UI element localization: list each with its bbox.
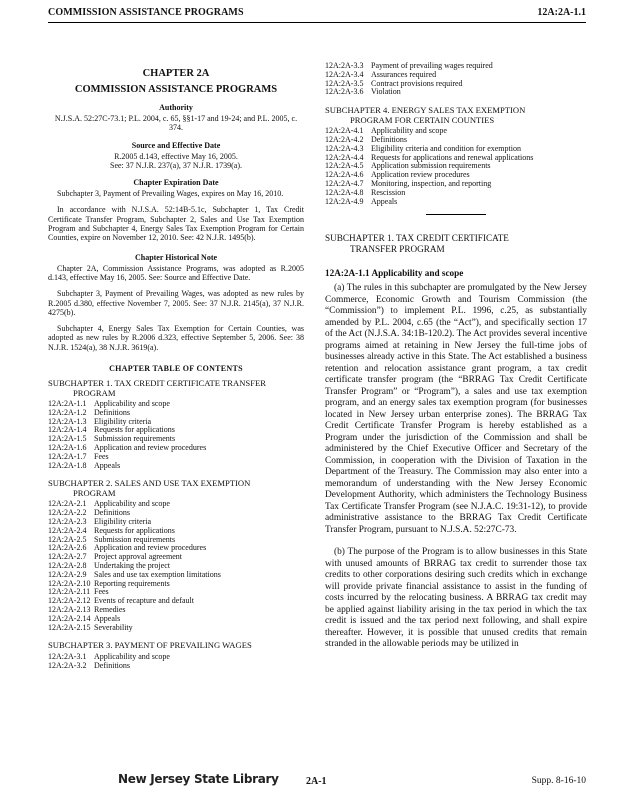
toc-section-title: Eligibility criteria and condition for exemption xyxy=(371,143,521,153)
subchapter-4-heading xyxy=(325,106,587,125)
toc-section-number: 12A:2A-4.5 xyxy=(325,161,364,171)
toc-section-number: 12A:2A-4.9 xyxy=(325,196,364,206)
chapter-title: COMMISSION ASSISTANCE PROGRAMS xyxy=(74,84,278,95)
toc-section-title: Fees xyxy=(94,451,109,461)
toc-entry xyxy=(325,180,587,189)
toc-section-title: Appeals xyxy=(371,196,398,206)
toc-section-title: Applicability and scope xyxy=(94,651,170,661)
toc-section-title: Submission requirements xyxy=(94,534,176,544)
subchapter-2-heading xyxy=(48,479,304,498)
toc-section-number: 12A:2A-2.2 xyxy=(48,508,87,518)
toc-section-title: Eligibility criteria xyxy=(94,517,152,527)
subchapter-2-heading-line2: PROGRAM xyxy=(73,487,116,498)
header-title: COMMISSION ASSISTANCE PROGRAMS xyxy=(48,7,244,18)
toc-section-number: 12A:2A-1.4 xyxy=(48,425,87,435)
subchapter-4-toc xyxy=(325,127,587,206)
toc-section-number: 12A:2A-1.1 xyxy=(48,399,87,409)
toc-section-title: Fees xyxy=(94,587,109,597)
toc-section-number: 12A:2A-2.13 xyxy=(48,604,91,614)
toc-section-number: 12A:2A-4.7 xyxy=(325,178,364,188)
subchapter-2-heading-line1: SUBCHAPTER 2. SALES AND USE TAX EXEMPTION xyxy=(48,478,251,489)
toc-entry xyxy=(325,189,587,198)
toc-section-title: Applicability and scope xyxy=(371,126,447,136)
toc-section-number: 12A:2A-2.3 xyxy=(48,517,87,527)
subchapter-1-heading xyxy=(48,379,304,398)
toc-section-title: Severability xyxy=(94,622,133,632)
subchapter-2-toc xyxy=(48,500,304,632)
toc-section-number: 12A:2A-3.5 xyxy=(325,78,364,88)
toc-section-number: 12A:2A-2.15 xyxy=(48,622,91,632)
subchapter-1-title-line1: SUBCHAPTER 1. TAX CREDIT CERTIFICATE xyxy=(325,233,509,244)
history-heading: Chapter Historical Note xyxy=(134,252,218,262)
toc-section-number: 12A:2A-4.6 xyxy=(325,170,364,180)
toc-section-title: Project approval agreement xyxy=(94,552,182,562)
expiration-paragraph-2: In accordance with N.J.S.A. 52:14B-5.1c, Subchapter 1, Tax Credit Certificate Transfer Program, Subchapter 2, Sales and Use Tax Exemption Program and Subchapter 4, Energy Sales Tax Exemption Program for Certain Counties, expire on November 12, 2010. See: 42 N.J.R. 1495(b). xyxy=(48,205,304,243)
source-text-2: See: 37 N.J.R. 237(a), 37 N.J.R. 1739(a). xyxy=(110,160,242,170)
subchapter-4-heading-line2: PROGRAM FOR CERTAIN COUNTIES xyxy=(350,114,495,125)
toc-section-title: Undertaking the project xyxy=(94,561,170,570)
toc-section-title: Monitoring, inspection, and reporting xyxy=(371,178,492,188)
toc-section-number: 12A:2A-3.3 xyxy=(325,61,364,70)
history-paragraph-1: Chapter 2A, Commission Assistance Programs, was adopted as R.2005 d.143, effective May 16, 2005. See: Source and Effective Date. xyxy=(48,263,304,282)
toc-entry xyxy=(48,509,304,518)
subchapter-3-heading: SUBCHAPTER 3. PAYMENT OF PREVAILING WAGES xyxy=(48,640,252,651)
toc-section-number: 12A:2A-2.7 xyxy=(48,552,87,562)
toc-entry xyxy=(48,444,304,453)
history-paragraph-3: Subchapter 4, Energy Sales Tax Exemption for Certain Counties, was adopted as new rules by R.2006 d.323, effective September 5, 2006. See: 38 N.J.R. 1524(a), 38 N.J.R. 3619(a). xyxy=(48,324,304,352)
source-heading: Source and Effective Date xyxy=(131,140,221,150)
header-rule xyxy=(48,22,586,23)
chapter-number: CHAPTER 2A xyxy=(142,68,210,79)
toc-section-number: 12A:2A-4.4 xyxy=(325,152,364,162)
source-text-1: R.2005 d.143, effective May 16, 2005. xyxy=(114,151,238,161)
toc-section-title: Remedies xyxy=(94,604,126,614)
toc-section-title: Eligibility criteria xyxy=(94,416,152,426)
paragraph-a: (a) The rules in this subchapter are promulgated by the New Jersey Commerce, Economic Growth and Tourism Commission (the “Commission”) to implement P.L. 1996, c.25, as substantially amended by P.L. 2004, c.65 (the “Act”), and specifically section 17 of the Act (N.J.S.A. 34:1B-120.2). The Act provides several incentive programs aimed at retaining in New Jersey the full-time jobs of businesses already active in this State. The Act established a business retention and relocation assistance grant program, a tax credit certificate transfer program (the “BRRAG Tax Credit Certificate Transfer Program” or “Program”), a sales and use tax exemption program, and an energy sales tax exemption program (for businesses located in New Jersey urban enterprise zones). The BRRAG Tax Credit Certificate Transfer Program is hereby established as a Program under the jurisdiction of the Commission and shall be administered by the Chief Executive Officer and Secretary of the Commission, in cooperation with the Division of Taxation in the Department of the Treasury. The Commission may also enter into a memorandum of understanding with the New Jersey Economic Development Authority, which administers the Technology Business Tax Certificate Transfer Program (see N.J.A.C. 19:31-12), to provide administrative assistance to the BRRAG Tax Credit Certificate Transfer Program, pursuant to N.J.S.A. 52:27C-73. xyxy=(325,283,587,535)
toc-entry xyxy=(48,553,304,562)
toc-entry xyxy=(48,527,304,536)
subchapter-1-heading-line2: PROGRAM xyxy=(73,387,116,398)
subchapter-1-toc xyxy=(48,400,304,470)
toc-section-title: Definitions xyxy=(94,508,130,518)
toc-entry xyxy=(48,453,304,462)
toc-section-number: 12A:2A-1.8 xyxy=(48,460,87,470)
toc-section-number: 12A:2A-3.6 xyxy=(325,87,364,97)
toc-entry xyxy=(325,198,587,207)
toc-section-number: 12A:2A-1.5 xyxy=(48,434,87,444)
toc-section-number: 12A:2A-2.6 xyxy=(48,543,87,553)
right-column xyxy=(325,62,587,651)
toc-entry xyxy=(48,426,304,435)
toc-section-number: 12A:2A-2.11 xyxy=(48,587,91,597)
toc-section-number: 12A:2A-2.8 xyxy=(48,561,87,570)
toc-section-title: Definitions xyxy=(94,407,130,417)
toc-entry xyxy=(48,409,304,418)
header-section: 12A:2A-1.1 xyxy=(537,7,586,18)
toc-section-title: Appeals xyxy=(94,460,121,470)
toc-entry xyxy=(325,88,587,97)
toc-section-title: Appeals xyxy=(94,613,121,623)
subchapter-3-toc-part2 xyxy=(325,62,587,97)
toc-section-title: Payment of prevailing wages required xyxy=(371,61,493,70)
section-divider xyxy=(426,214,486,215)
toc-section-title: Applicability and scope xyxy=(94,499,170,509)
toc-entry xyxy=(48,653,304,662)
paragraph-b: (b) The purpose of the Program is to allow businesses in this State with unused amounts of BRRAG tax credit to surrender those tax credits to other corporations desiring such credits which in exchange will provide private financial assistance to assist in the funding of costs incurred by the relocating business. A BRRAG tax credit may be applied against liability arising in the tax period in which the tax credit is issued and the tax period next following, and shall expire thereafter. However, it is possible that unused credits that remain stranded in the allowable periods may be utilized in xyxy=(325,547,587,650)
toc-section-number: 12A:2A-2.14 xyxy=(48,613,91,623)
toc-section-number: 12A:2A-1.7 xyxy=(48,451,87,461)
page-footer xyxy=(48,772,586,794)
subchapter-1-title-line2: TRANSFER PROGRAM xyxy=(350,243,445,254)
subchapter-3-toc-part1 xyxy=(48,653,304,671)
toc-section-number: 12A:2A-4.8 xyxy=(325,187,364,197)
toc-section-title: Definitions xyxy=(371,134,407,144)
toc-section-title: Contract provisions required xyxy=(371,78,463,88)
toc-entry xyxy=(48,624,304,633)
left-column xyxy=(48,62,304,679)
toc-section-title: Requests for applications and renewal applications xyxy=(371,152,534,162)
toc-entry xyxy=(48,462,304,471)
toc-section-number: 12A:2A-3.2 xyxy=(48,660,87,670)
toc-section-title: Sales and use tax exemption limitations xyxy=(94,569,221,579)
subchapter-1-title xyxy=(325,233,587,254)
toc-section-number: 12A:2A-2.1 xyxy=(48,499,87,509)
toc-section-title: Application review procedures xyxy=(371,170,470,180)
history-paragraph-2: Subchapter 3, Payment of Prevailing Wages, was adopted as new rules by R.2005 d.380, effective November 7, 2005. See: 37 N.J.R. 2145(a), 37 N.J.R. 4275(b). xyxy=(48,289,304,317)
section-heading: 12A:2A-1.1 Applicability and scope xyxy=(325,268,464,279)
toc-entry xyxy=(48,662,304,671)
toc-section-number: 12A:2A-2.10 xyxy=(48,578,91,588)
page-number: 2A-1 xyxy=(306,776,327,787)
subchapter-4-heading-line1: SUBCHAPTER 4. ENERGY SALES TAX EXEMPTION xyxy=(325,105,526,116)
authority-text: N.J.S.A. 52:27C-73.1; P.L. 2004, c. 65, §§1-17 and 19-24; and P.L. 2005, c. 374. xyxy=(54,114,298,133)
toc-section-title: Events of recapture and default xyxy=(94,596,194,606)
toc-section-number: 12A:2A-2.12 xyxy=(48,596,91,606)
toc-section-title: Requests for applications xyxy=(94,425,175,435)
toc-section-title: Submission requirements xyxy=(94,434,176,444)
toc-entry xyxy=(48,518,304,527)
toc-section-title: Application and review procedures xyxy=(94,543,207,553)
toc-entry xyxy=(325,127,587,136)
supplement-date: Supp. 8-16-10 xyxy=(531,776,586,786)
authority-heading: Authority xyxy=(159,103,193,112)
toc-section-title: Reporting requirements xyxy=(94,578,170,588)
running-header xyxy=(48,7,586,21)
toc-entry xyxy=(48,418,304,427)
toc-section-number: 12A:2A-4.3 xyxy=(325,143,364,153)
subchapter-1-heading-line1: SUBCHAPTER 1. TAX CREDIT CERTIFICATE TRANSFER xyxy=(48,378,266,389)
toc-section-number: 12A:2A-4.2 xyxy=(325,134,364,144)
toc-section-number: 12A:2A-4.1 xyxy=(325,126,364,136)
toc-section-number: 12A:2A-3.4 xyxy=(325,69,364,79)
toc-entry xyxy=(48,500,304,509)
toc-section-number: 12A:2A-2.5 xyxy=(48,534,87,544)
toc-entry xyxy=(325,62,587,71)
toc-section-title: Definitions xyxy=(94,660,130,670)
toc-section-title: Rescission xyxy=(371,187,406,197)
toc-section-number: 12A:2A-3.1 xyxy=(48,651,87,661)
toc-heading: CHAPTER TABLE OF CONTENTS xyxy=(109,364,243,374)
library-logo: New Jersey State Library xyxy=(118,772,279,786)
toc-section-number: 12A:2A-1.3 xyxy=(48,416,87,426)
toc-section-title: Application submission requirements xyxy=(371,161,491,171)
toc-section-title: Applicability and scope xyxy=(94,399,170,409)
toc-section-title: Violation xyxy=(371,87,401,97)
toc-section-number: 12A:2A-2.9 xyxy=(48,569,87,579)
toc-section-number: 12A:2A-1.6 xyxy=(48,443,87,453)
toc-section-number: 12A:2A-2.4 xyxy=(48,525,87,535)
toc-section-title: Assurances required xyxy=(371,69,437,79)
toc-section-number: 12A:2A-1.2 xyxy=(48,407,87,417)
toc-entry xyxy=(325,80,587,89)
expiration-heading: Chapter Expiration Date xyxy=(133,178,219,188)
toc-section-title: Application and review procedures xyxy=(94,443,207,453)
toc-entry xyxy=(48,400,304,409)
toc-section-title: Requests for applications xyxy=(94,525,175,535)
expiration-paragraph-1: Subchapter 3, Payment of Prevailing Wages, expires on May 16, 2010. xyxy=(57,189,284,199)
